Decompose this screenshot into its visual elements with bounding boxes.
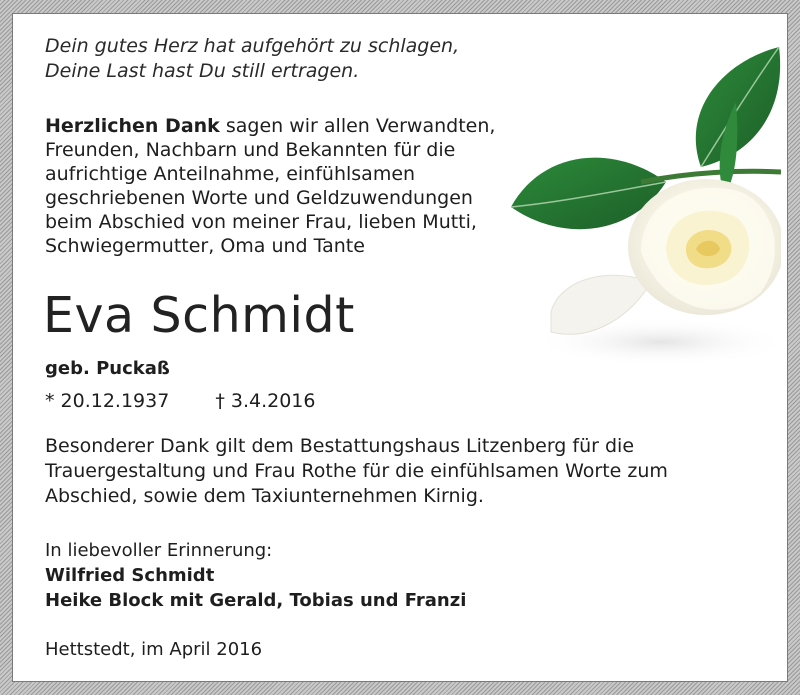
thanks-line-1 [45, 114, 515, 138]
maiden-name: geb. Puckaß [45, 358, 170, 379]
thanks-line-5: beim Abschied von meiner Frau, lieben Mutti, [45, 211, 477, 233]
white-rose-icon [491, 42, 781, 372]
life-dates [45, 389, 315, 413]
birth-date: * 20.12.1937 [45, 390, 170, 412]
deceased-name: Eva Schmidt [43, 287, 355, 344]
memory-section [45, 538, 466, 613]
signer-2: Heike Block mit Gerald, Tobias und Franzi [45, 590, 467, 611]
verse-line-1: Dein gutes Herz hat aufgehört zu schlagen, [45, 35, 460, 57]
death-date: † 3.4.2016 [215, 390, 316, 412]
special-line-1: Besonderer Dank gilt dem Bestattungshaus Litzenberg für die [45, 435, 635, 457]
thanks-line-4: geschriebenen Worte und Geldzuwendungen [45, 187, 473, 209]
special-line-3: Abschied, sowie dem Taxiunternehmen Kirnig. [45, 485, 484, 507]
thanks-line-2: Freunden, Nachbarn und Bekannten für die [45, 139, 456, 161]
signer-1: Wilfried Schmidt [45, 565, 215, 586]
thanks-line-3: aufrichtige Anteilnahme, einfühlsamen [45, 163, 416, 185]
thanks-line-6: Schwiegermutter, Oma und Tante [45, 235, 365, 257]
verse-line-2: Deine Last hast Du still ertragen. [45, 60, 360, 82]
place-date: Hettstedt, im April 2016 [45, 639, 263, 660]
verse-quote [45, 34, 459, 84]
special-line-2: Trauergestaltung und Frau Rothe für die einfühlsamen Worte zum [45, 460, 668, 482]
thanks-lead: Herzlichen Dank [45, 115, 220, 137]
memory-intro: In liebevoller Erinnerung: [45, 540, 273, 561]
thanks-line-1-rest: sagen wir allen Verwandten, [219, 115, 496, 137]
obituary-card [12, 13, 788, 682]
special-thanks [45, 434, 745, 509]
thanks-paragraph [45, 114, 515, 258]
